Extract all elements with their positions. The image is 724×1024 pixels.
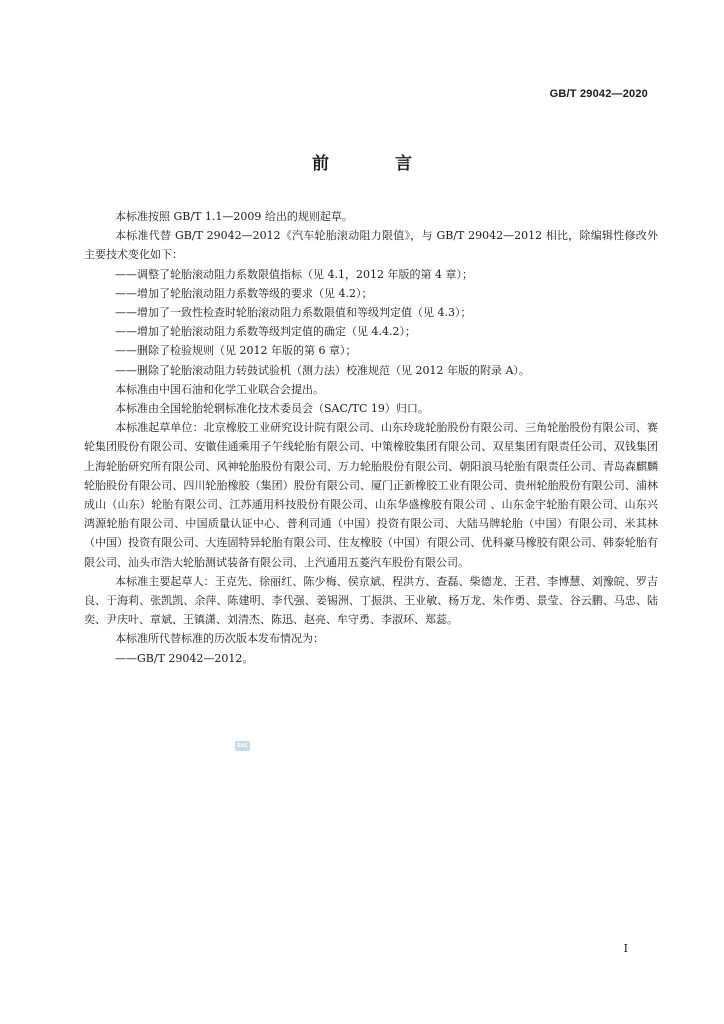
paragraph: 本标准按照 GB/T 1.1—2009 给出的规则起草。 bbox=[115, 210, 353, 223]
paragraph: 本标准所代替标准的历次版本发布情况为： bbox=[115, 632, 324, 646]
document-body bbox=[84, 207, 658, 668]
change-list-item: ——增加了一致性检查时轮胎滚动阻力系数限值和等级判定值（见 4.3）； bbox=[115, 306, 472, 320]
drafting-units-paragraph: 本标准起草单位：北京橡胶工业研究设计院有限公司、山东玲珑轮胎股份有限公司、三角轮胎股份有限公司、赛轮集团股份有限公司、安徽佳通乘用子午线轮胎有限公司、中策橡胶集团有限公司、双星集团有限责任公司、双钱集团上海轮胎研究所有限公司、风神轮胎股份有限公司、万力轮胎股份有限公司、朝阳浪马轮胎有限责任公司、青岛森麒麟轮胎股份有限公司、四川轮胎橡胶（集团）股份有限公司、厦门正新橡胶工业有限公司、贵州轮胎股份有限公司、浦林成山（山东）轮胎有限公司、江苏通用科技股份有限公司、山东华盛橡胶有限公司 、山东金宇轮胎有限公司、山东兴鸿源轮胎有限公司、中国质量认证中心、普利司通（中国）投资有限公司、大陆马牌轮胎（中国）有限公司、米其林（中国）投资有限公司、大连固特异轮胎有限公司、住友橡胶（中国）有限公司、优科豪马橡胶有限公司、韩泰轮胎有限公司、汕头市浩大轮胎测试装备有限公司、上汽通用五菱汽车股份有限公司。 bbox=[84, 421, 658, 569]
paragraph: 本标准由全国轮胎轮辋标准化技术委员会（SAC/TC 19）归口。 bbox=[115, 402, 429, 416]
page-number: I bbox=[623, 942, 628, 955]
paragraph: 本标准由中国石油和化学工业联合会提出。 bbox=[115, 382, 324, 396]
change-list-item: ——删除了轮胎滚动阻力转鼓试验机（测力法）校准规范（见 2012 年版的附录 A）。 bbox=[115, 363, 530, 377]
change-list-item: ——调整了轮胎滚动阻力系数限值指标（见 4.1，2012 年版的第 4 章）； bbox=[115, 267, 473, 281]
paragraph: 本标准代替 GB/T 29042—2012《汽车轮胎滚动阻力限值》，与 GB/T 29042—2012 相比，除编辑性修改外主要技术变化如下： bbox=[84, 229, 658, 262]
drafters-paragraph: 本标准主要起草人：王克先、徐丽红、陈少梅、侯京斌、程洪方、查磊、柴德龙、王君、李博慧、刘豫皖、罗吉良、于海莉、张凯凯、余萍、陈建明、李代强、姜锡洲、丁振洪、王业敏、杨万龙、朱作勇、景莹、谷云鹏、马忠、陆奕、尹庆叶、章斌、王镇潇、刘清杰、陈迅、赵亮、牟守勇、李淑环、郑蕊。 bbox=[84, 574, 658, 627]
history-list-item: ——GB/T 29042—2012。 bbox=[115, 651, 254, 665]
change-list-item: ——删除了检验规则（见 2012 年版的第 6 章）； bbox=[115, 344, 357, 358]
page-title-text: 前 言 bbox=[312, 154, 442, 174]
standard-number: GB/T 29042—2020 bbox=[549, 88, 648, 100]
change-list-item: ——增加了轮胎滚动阻力系数等级判定值的确定（见 4.4.2）； bbox=[115, 325, 416, 339]
change-list-item: ——增加了轮胎滚动阻力系数等级的要求（见 4.2）； bbox=[115, 286, 373, 300]
page-title bbox=[0, 149, 724, 174]
sac-watermark-logo: SAC bbox=[236, 743, 249, 749]
